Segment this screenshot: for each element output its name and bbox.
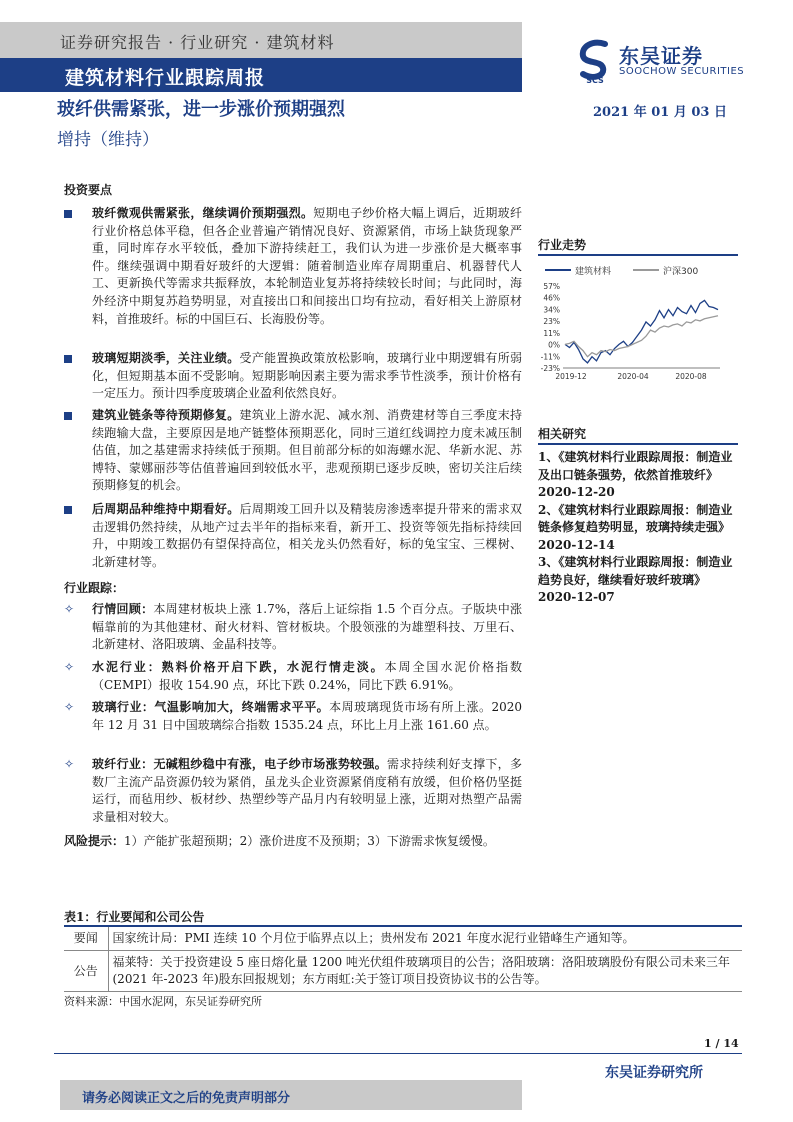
disclaimer-text: 请务必阅读正文之后的免责声明部分 — [82, 1091, 291, 1106]
brand-logo — [575, 38, 745, 88]
page-number: 1 / 14 — [704, 1037, 739, 1050]
y-tick-label: -23% — [540, 364, 560, 373]
diamond-bullet-icon: ✧ — [64, 757, 75, 771]
report-date: 2021 年 01 月 03 日 — [593, 105, 727, 120]
category-bar — [0, 22, 522, 58]
diamond-bullet-icon: ✧ — [64, 700, 75, 714]
series-bar — [0, 58, 522, 92]
disclaimer-bar — [60, 1080, 522, 1110]
related-item[interactable] — [538, 554, 738, 607]
rating: 增持（维持） — [57, 130, 159, 150]
header-band — [0, 0, 522, 89]
table-row-value: 福莱特：关于投资建设 5 座日熔化量 1200 吨光伏组件玻璃项目的公告；洛阳玻璃：洛阳玻璃股份有限公司未来三年(2021 年-2023 年)股东回报规划；东方雨虹:关于签订项目投资协议书的公告等。 — [108, 951, 742, 992]
invest-heading: 投资要点 — [64, 183, 113, 197]
invest-item — [64, 205, 522, 328]
tracking-item-text: 本周玻璃现货市场有所上涨。2020 年 12 月 31 日中国玻璃综合指数 1535.24 点，环比上月上涨 161.60 点。 — [92, 700, 522, 732]
report-category: 证券研究报告 · 行业研究 · 建筑材料 — [60, 33, 335, 52]
y-tick-label: 57% — [543, 282, 560, 291]
tracking-item — [64, 601, 522, 654]
y-tick-label: 11% — [543, 328, 560, 338]
table-row-key: 公告 — [64, 951, 108, 992]
legend-label: 建筑材料 — [575, 267, 612, 277]
invest-item-lead: 玻璃短期淡季，关注业绩。 — [92, 351, 240, 365]
square-bullet-icon — [64, 412, 72, 420]
tracking-item — [64, 659, 522, 694]
report-title: 玻纤供需紧张，进一步涨价预期强烈 — [57, 99, 345, 120]
risk-lead: 风险提示： — [64, 834, 125, 848]
related-item-title: 3、《建筑材料行业跟踪周报：制造业趋势良好，继续看好玻纤玻璃》 — [538, 555, 733, 587]
table-row — [64, 951, 742, 992]
invest-item-lead: 后周期品种维持中期看好。 — [92, 502, 240, 516]
report-series: 建筑材料行业跟踪周报 — [65, 67, 266, 89]
related-item-date: 2020-12-20 — [538, 485, 615, 499]
related-divider — [538, 443, 738, 445]
invest-item-text: 后周期竣工回升以及精装房渗透率提升带来的需求双击逻辑仍然持续，从地产过去半年的指标来看，新开工、投资等领先指标持续回升，中期竣工数据仍有望保持高位，相关龙头仍然看好，标的兔宝宝、三棵树、北新建材等。 — [92, 502, 522, 569]
footer-firm: 东吴证券研究所 — [605, 1065, 703, 1081]
tracking-item — [64, 699, 522, 734]
invest-item-text: 短期电子纱价格大幅上调后，近期玻纤行业价格总体平稳，但各企业普遍产销情况良好、资源紧俏，市场上缺货现象严重，同时库存水平较低，叠加下游持续赶工，我们认为进一步涨价是大概率事件。继续强调中期看好玻纤的大逻辑：随着制造业库存周期重启、机器替代人工、更新换代等需求共振释放，本轮制造业复苏将持续较长时间；与此同时，海外经济中期复苏趋势明显，对直接出口和间接出口均有拉动，看好相关上游原材料，首推玻纤。标的中国巨石、长海股份等。 — [92, 206, 522, 326]
invest-item-text: 受产能置换政策放松影响，玻璃行业中期逻辑有所弱化，但短期基本面不受影响。短期影响因素主要为需求季节性淡季，预计价格有一定压力。预计四季度玻璃企业盈利依然良好。 — [92, 351, 522, 401]
series-line — [565, 300, 718, 363]
trend-chart-svg — [535, 260, 740, 385]
y-tick-label: 34% — [543, 305, 560, 315]
table-row-key: 要闻 — [64, 927, 108, 951]
invest-item-text: 建筑业上游水泥、减水剂、消费建材等自三季度末持续跑输大盘，主要原因是地产链整体预期恶化，同时三道红线调控力度未减压制估值，加之基建需求持续低于预期。但目前部分标的如海螺水泥、华新水泥、苏博特、蒙娜丽莎等估值普遍回到较低水平，悲观预期已逐步反映，密切关注后续预期修复的机会。 — [92, 408, 522, 493]
y-tick-label: 23% — [543, 317, 560, 327]
tracking-item-lead: 玻纤行业：无碱粗纱稳中有涨，电子纱市场涨势较强。 — [92, 757, 388, 771]
y-tick-label: 0% — [548, 340, 560, 350]
tracking-item — [64, 756, 522, 826]
square-bullet-icon — [64, 355, 72, 363]
tracking-item-lead: 玻璃行业：气温影响加大，终端需求平平。 — [92, 700, 330, 714]
y-tick-label: 46% — [543, 293, 560, 303]
trend-divider — [538, 254, 738, 256]
related-item-date: 2020-12-14 — [538, 537, 615, 552]
diamond-bullet-icon: ✧ — [64, 602, 75, 616]
related-item-title: 2、《建筑材料行业跟踪周报：制造业链条修复趋势明显，玻璃持续走强》 — [538, 502, 733, 534]
diamond-bullet-icon: ✧ — [64, 660, 75, 674]
news-table — [64, 927, 742, 992]
series-line — [565, 316, 718, 357]
tracking-item-lead: 行情回顾： — [92, 602, 154, 616]
tracking-item-lead: 水泥行业：熟料价格开启下跌，水泥行情走淡。 — [92, 660, 385, 674]
trend-chart — [535, 260, 740, 385]
brand-name-en: SOOCHOW SECURITIES — [619, 66, 745, 77]
related-list — [538, 449, 738, 607]
table-row — [64, 927, 742, 951]
invest-item-lead: 玻纤微观供需紧张，继续调价预期强烈。 — [92, 206, 314, 220]
tracking-item-text: 需求持续利好支撑下，多数厂主流产品资源仍较为紧俏，虽龙头企业资源紧俏度稍有放缓，但价格仍坚挺运行，而毡用纱、板材纱、热塑纱等产品月内有较明显上涨，近期对热塑产品需求量相对较大。 — [92, 757, 522, 824]
tracking-item-text: 本周建材板块上涨 1.7%，落后上证综指 1.5 个百分点。子版块中涨幅靠前的为其他建材、耐火材料、管材板块。个股领涨的为雄塑科技、万里石、北新建材、洛阳玻璃、金晶科技等。 — [92, 602, 522, 652]
risk-text: 1）产能扩张超预期；2）涨价进度不及预期；3）下游需求恢复缓慢。 — [124, 834, 495, 848]
invest-item — [64, 501, 522, 571]
related-item-date: 2020-12-07 — [538, 590, 615, 604]
square-bullet-icon — [64, 506, 72, 514]
table-source: 资料来源：中国水泥网，东吴证券研究所 — [64, 995, 262, 1008]
table-title: 表1：行业要闻和公司公告 — [64, 910, 205, 924]
brand-name: 东吴证券 — [619, 44, 703, 68]
risk-warning — [64, 832, 522, 850]
tracking-heading: 行业跟踪： — [64, 581, 125, 595]
related-heading: 相关研究 — [538, 427, 587, 441]
x-tick-label: 2019-12 — [555, 372, 587, 381]
table-row-value: 国家统计局：PMI 连续 10 个月位于临界点以上；贵州发布 2021 年度水泥行业错峰生产通知等。 — [108, 927, 742, 951]
legend-label: 沪深300 — [663, 267, 699, 277]
y-tick-label: -11% — [540, 352, 560, 362]
square-bullet-icon — [64, 210, 72, 218]
brand-mark: SCS — [586, 76, 604, 84]
related-item-title: 1、《建筑材料行业跟踪周报：制造业及出口链条强势，依然首推玻纤》 — [538, 450, 733, 482]
related-item[interactable] — [538, 502, 738, 555]
x-tick-label: 2020-08 — [675, 372, 707, 381]
x-tick-label: 2020-04 — [617, 372, 649, 381]
invest-item-lead: 建筑业链条等待预期修复。 — [92, 408, 240, 422]
invest-item — [64, 407, 522, 495]
footer-rule — [54, 1053, 742, 1054]
invest-item — [64, 350, 522, 403]
tracking-item-text: 本周全国水泥价格指数（CEMPI）报收 154.90 点，环比下跌 0.24%，同比下跌 6.91%。 — [92, 660, 522, 692]
related-item[interactable] — [538, 449, 738, 502]
trend-heading: 行业走势 — [538, 238, 587, 252]
brand-logo-icon — [575, 38, 615, 84]
